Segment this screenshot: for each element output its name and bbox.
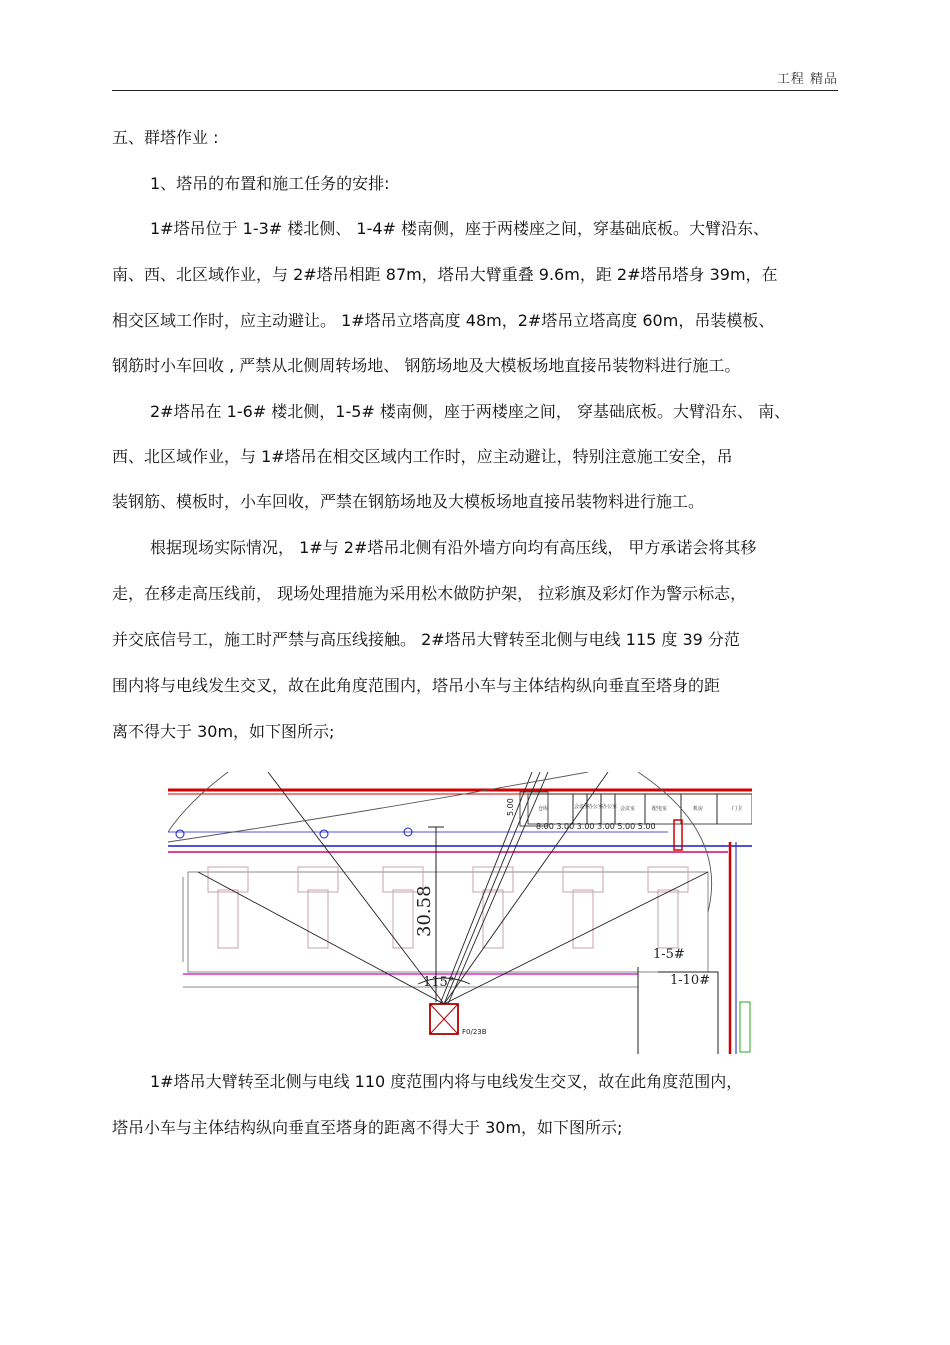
room-label: 办公室 — [602, 804, 618, 810]
subsection-title: 1、塔吊的布置和施工任务的安排: — [150, 174, 390, 193]
paragraph3-line5: 离不得大于 30m，如下图所示; — [112, 722, 335, 741]
dim-row-label: 8.00 3.00 3.00 3.00 5.00 5.00 — [536, 822, 656, 831]
room-label: 会议室 — [574, 804, 590, 810]
paragraph2-line2: 西、北区域作业，与 1#塔吊在相交区域内工作时，应主动避让，特别注意施工安全，吊 — [112, 447, 733, 466]
dim-5-00-label: 5.00 — [506, 798, 515, 816]
header-rule — [112, 90, 838, 91]
room-label: 配电室 — [652, 806, 668, 812]
building-1-5-label: 1-5# — [653, 947, 685, 962]
paragraph3-line4: 围内将与电线发生交叉，故在此角度范围内，塔吊小车与主体结构纵向垂直至塔身的距 — [112, 676, 721, 695]
dim-30-58-label: 30.58 — [414, 885, 435, 937]
building-1-10-label: 1-10# — [670, 973, 711, 988]
paragraph1-line3: 相交区域工作时，应主动避让。 1#塔吊立塔高度 48m，2#塔吊立塔高度 60m，吊装模板、 — [112, 311, 775, 330]
paragraph2-line1: 2#塔吊在 1-6# 楼北侧，1-5# 楼南侧，座于两楼座之间， 穿基础底板。大臂沿东、 南、 — [150, 402, 791, 421]
room-label: 机房 — [693, 806, 704, 812]
paragraph3-line2: 走，在移走高压线前， 现场处理措施为采用松木做防护架， 拉彩旗及彩灯作为警示标志， — [112, 584, 747, 603]
paragraph3-line3: 并交底信号工，施工时严禁与高压线接触。 2#塔吊大臂转至北侧与电线 115 度 39 分范 — [112, 630, 740, 649]
room-label: 门卫 — [732, 806, 743, 812]
angle-115-label: 115° — [423, 975, 455, 990]
room-label: 会议室 — [620, 806, 636, 812]
paragraph1-line2: 南、西、北区域作业，与 2#塔吊相距 87m，塔吊大臂重叠 9.6m，距 2#塔吊塔身 39m，在 — [112, 265, 778, 284]
room-label: 仓库 — [538, 806, 549, 812]
tower-label: F0/23B — [462, 1028, 487, 1036]
paragraph3-line1: 根据现场实际情况， 1#与 2#塔吊北侧有沿外墙方向均有高压线， 甲方承诺会将其移 — [150, 538, 757, 557]
paragraph4-line2: 塔吊小车与主体结构纵向垂直至塔身的距离不得大于 30m，如下图所示; — [112, 1118, 623, 1137]
section-title: 五、群塔作业 : — [112, 128, 219, 147]
paragraph4-line1: 1#塔吊大臂转至北侧与电线 110 度范围内将与电线发生交叉，故在此角度范围内， — [150, 1072, 743, 1091]
header-label: 工程 精品 — [776, 72, 838, 87]
paragraph1-line4: 钢筋时小车回收 , 严禁从北侧周转场地、 钢筋场地及大模板场地直接吊装物料进行施工。 — [112, 356, 741, 375]
site-plan-figure — [168, 772, 752, 1054]
paragraph1-line1: 1#塔吊位于 1-3# 楼北侧、 1-4# 楼南侧，座于两楼座之间，穿基础底板。大臂沿东、 — [150, 219, 770, 238]
room-label: 办公室 — [588, 804, 604, 810]
paragraph2-line3: 装钢筋、模板时，小车回收，严禁在钢筋场地及大模板场地直接吊装物料进行施工。 — [112, 492, 705, 511]
